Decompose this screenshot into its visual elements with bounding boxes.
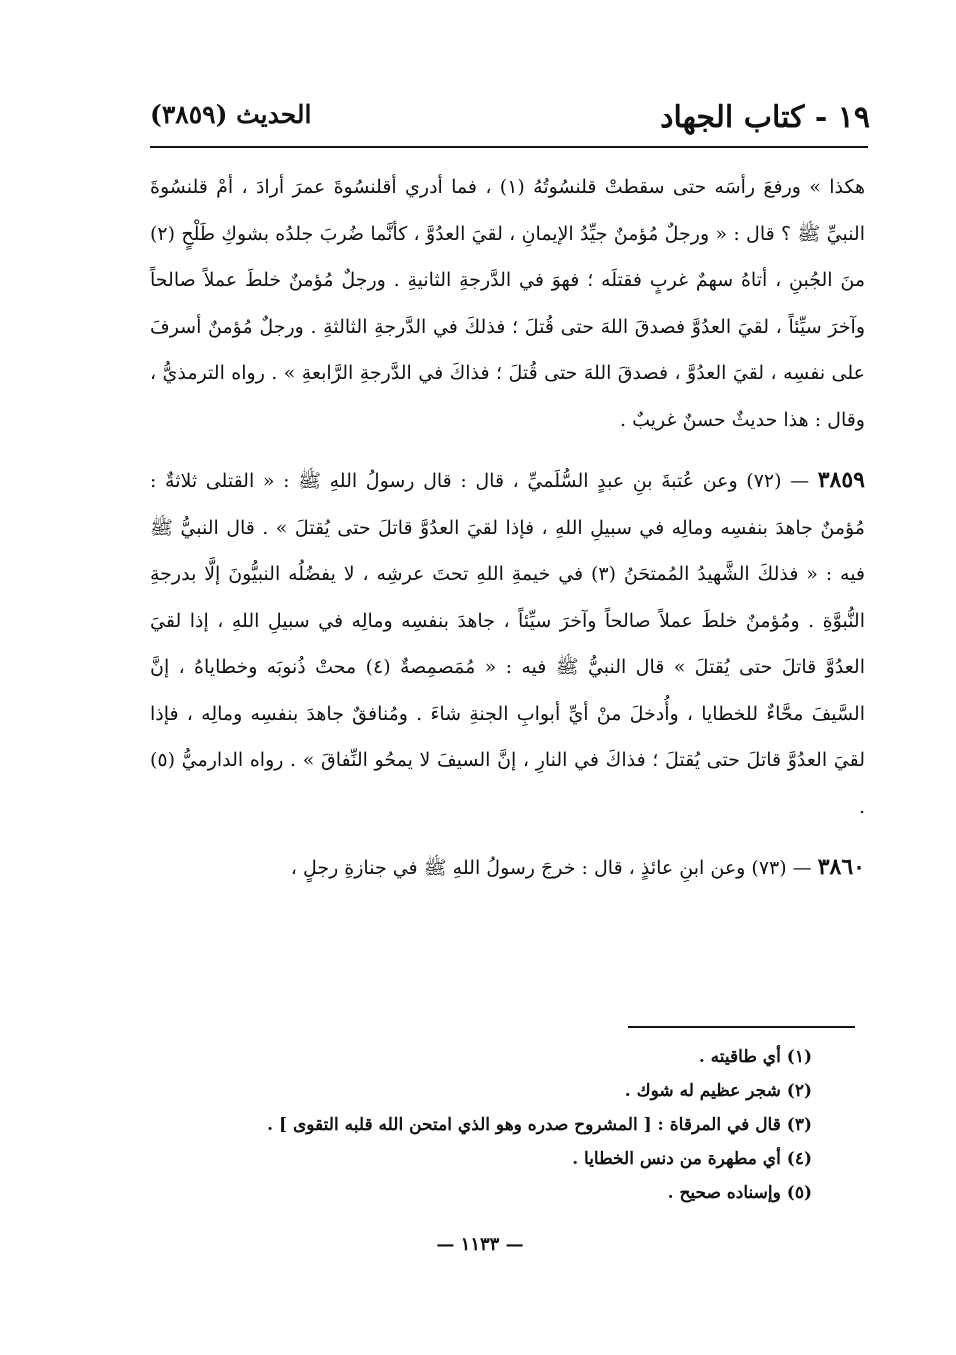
hadith-reference: الحديث (٣٨٥٩) bbox=[150, 100, 312, 129]
hadith-number: ٣٨٥٩ bbox=[817, 467, 865, 493]
footnote: (٣) قال في المرقاة : [ المشروح صدره وهو الذي امتحن الله قلبه التقوى ] . bbox=[267, 1115, 812, 1135]
header-divider bbox=[150, 146, 868, 148]
page-header bbox=[150, 92, 870, 148]
footnote: (٢) شجر عظيم له شوك . bbox=[624, 1081, 812, 1101]
paragraph-hadith-3860 bbox=[150, 844, 865, 892]
footnote-divider bbox=[628, 1026, 855, 1028]
hadith-text: — (٧٣) وعن ابنِ عائذٍ ، قال : خرجَ رسولُ اللهِ ﷺ في جنازةِ رجلٍ ، bbox=[290, 857, 818, 879]
footnote: (١) أي طاقيته . bbox=[698, 1047, 812, 1067]
paragraph-continuation: هكذا » ورفعَ رأسَه حتى سقطتْ قلنسُوتُهُ (١) ، فما أدري أقلنسُوةَ عمرَ أرادَ ، أمْ قلنسُوةَ النبيِّ ﷺ ؟ قال : « ورجلٌ مُؤمنٌ جيِّدُ الإيمانِ ، لقيَ العدُوَّ ، كأنَّما ضُربَ جلدُه بشوكِ طَلْحٍ (٢) منَ الجُبنِ ، أتاهُ سهمٌ غربٍ فقتلَه ؛ فهوَ في الدَّرجةِ الثانيةِ . ورجلٌ مُؤمنٌ خلطَ عملاً صالحاً وآخرَ سيِّئاً ، لقيَ العدُوَّ فصدقَ اللهَ حتى قُتلَ ؛ فذلكَ في الدَّرجةِ الثالثةِ . ورجلٌ مُؤمنٌ أسرفَ على نفسِه ، لقيَ العدُوَّ ، فصدقَ اللهَ حتى قُتلَ ؛ فذاكَ في الدَّرجةِ الرَّابعةِ » . رواه الترمذيُّ ، وقال : هذا حديثٌ حسنٌ غريبٌ . bbox=[150, 176, 865, 431]
footnote: (٥) وإسناده صحيح . bbox=[667, 1183, 812, 1203]
footnotes bbox=[150, 1040, 812, 1210]
page-number: — ١١٣٣ — bbox=[436, 1234, 524, 1255]
hadith-text: — (٧٢) وعن عُتبةَ بنِ عبدٍ السُّلَميِّ ، قال : قال رسولُ اللهِ ﷺ : « القتلى ثلاثةٌ : مُؤمنٌ جاهدَ بنفسِه ومالِه في سبيلِ اللهِ ، فإذا لقيَ العدُوَّ قاتلَ حتى يُقتلَ » . قال النبيُّ ﷺ فيه : « فذلكَ الشَّهيدُ المُمتحَنُ (٣) في خيمةِ اللهِ تحتَ عرشِه ، لا يفضُلُه النبيُّونَ إلَّا بدرجةِ النُّبوَّةِ . ومُؤمنٌ خلطَ عملاً صالحاً وآخرَ سيِّئاً ، جاهدَ بنفسِه ومالِه في سبيلِ اللهِ ، إذا لقيَ العدُوَّ قاتلَ حتى يُقتلَ » قال النبيُّ ﷺ فيه : « مُمَصمِصةٌ (٤) محتْ ذُنوبَه وخطاياهُ ، إنَّ السَّيفَ محَّاءٌ للخطايا ، وأُدخلَ منْ أيِّ أبوابِ الجنةِ شاءَ . ومُنافقٌ جاهدَ بنفسِه ومالِه ، فإذا لقيَ العدُوَّ قاتلَ حتى يُقتلَ ؛ فذاكَ في النارِ ، إنَّ السيفَ لا يمحُو النِّفاقَ » . رواه الدارميُّ (٥) . bbox=[150, 470, 866, 818]
main-text bbox=[150, 164, 865, 892]
chapter-title: ١٩ - كتاب الجهاد bbox=[660, 100, 870, 135]
paragraph-hadith-3859 bbox=[150, 457, 865, 830]
hadith-number: ٣٨٦٠ bbox=[817, 854, 865, 880]
footnote: (٤) أي مطهرة من دنس الخطايا . bbox=[572, 1149, 812, 1169]
